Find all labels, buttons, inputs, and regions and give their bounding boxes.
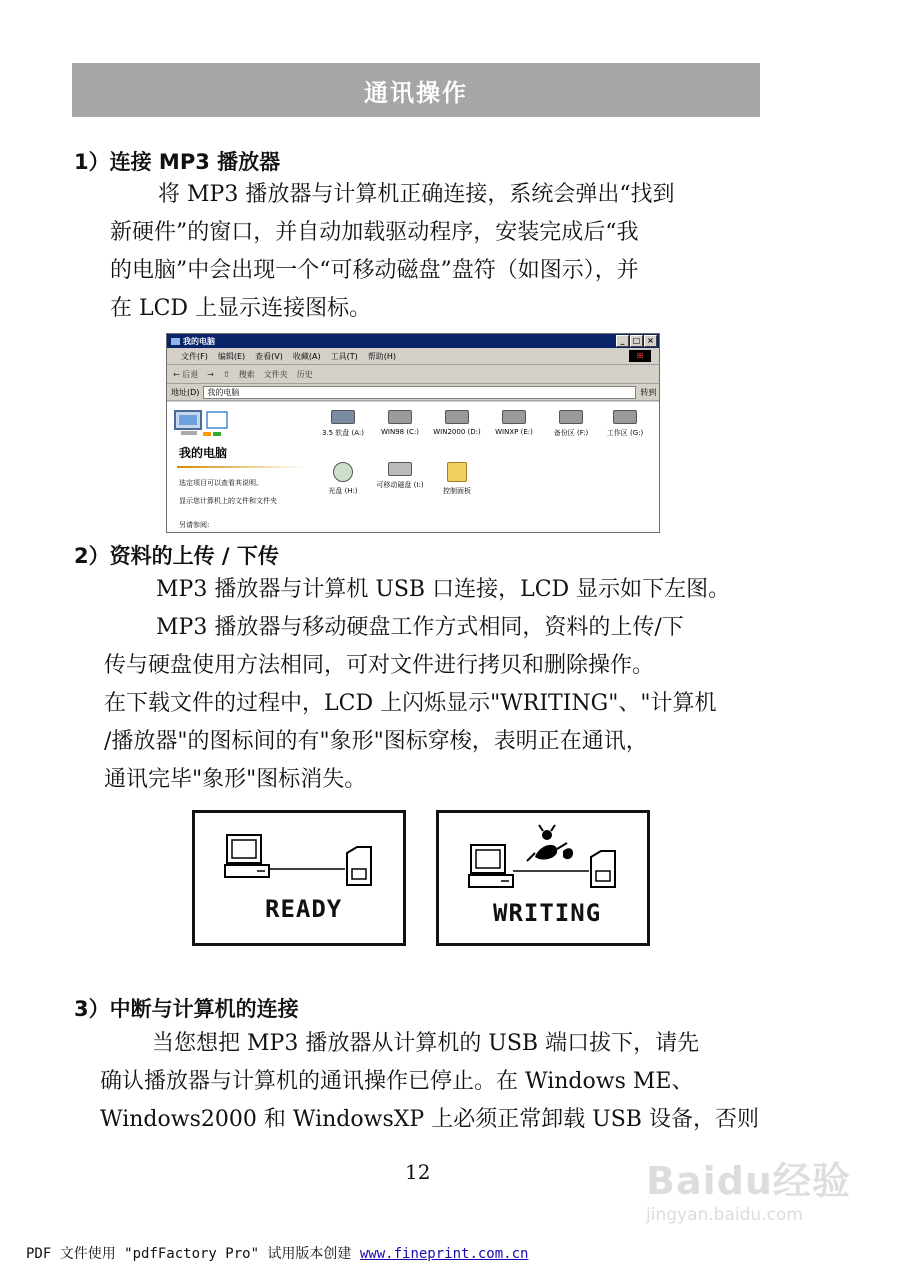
drive-f[interactable] — [543, 410, 599, 438]
paragraph-line: 将 MP3 播放器与计算机正确连接，系统会弹出“找到 — [158, 182, 675, 207]
drive-label: WIN2000 (D:) — [433, 428, 481, 436]
section3-paragraph-cont — [100, 1063, 759, 1139]
drive-g[interactable] — [597, 410, 653, 438]
paragraph-line: Windows2000 和 WindowsXP 上必须正常卸载 USB 设备，否则 — [100, 1107, 759, 1132]
drive-label: 工作区 (G:) — [606, 429, 644, 437]
drive-e[interactable] — [486, 410, 542, 436]
section2-paragraph-cont — [104, 647, 717, 799]
left-pane-text: 另请参阅: — [179, 521, 210, 529]
drive-c[interactable] — [372, 410, 428, 436]
section1-paragraph — [158, 176, 675, 214]
cd-drive-icon — [333, 462, 353, 482]
watermark-url: jingyan.baidu.com — [646, 1205, 803, 1225]
floppy-drive-icon — [331, 410, 355, 424]
history-button[interactable]: 历史 — [296, 369, 313, 379]
ready-lcd-figure — [192, 810, 406, 946]
footer-link[interactable]: www.fineprint.com.cn — [359, 1246, 529, 1262]
section1-heading: 1）连接 MP3 播放器 — [74, 150, 281, 174]
address-input[interactable] — [203, 386, 636, 399]
section-banner — [72, 63, 760, 117]
paragraph-line: MP3 播放器与移动硬盘工作方式相同，资料的上传/下 — [156, 615, 684, 640]
left-pane-title: 我的电脑 — [179, 446, 228, 460]
hard-drive-icon — [613, 410, 637, 424]
paragraph-line: 的电脑”中会出现一个“可移动磁盘”盘符（如图示），并 — [110, 258, 639, 283]
drive-label: 可移动磁盘 (I:) — [376, 481, 424, 489]
paragraph-line: 在下载文件的过程中，LCD 上闪烁显示"WRITING"、"计算机 — [104, 691, 717, 716]
section1-paragraph-cont — [110, 214, 639, 328]
paragraph-line: 传与硬盘使用方法相同，可对文件进行拷贝和删除操作。 — [104, 653, 655, 678]
section3-paragraph — [152, 1025, 699, 1063]
menu-favorites[interactable]: 收藏(A) — [292, 351, 321, 361]
banner-title: 通讯操作 — [364, 78, 468, 107]
drive-label: 备份区 (F:) — [553, 429, 589, 437]
address-value: 我的电脑 — [207, 387, 240, 397]
forward-button[interactable]: → — [207, 369, 214, 379]
paragraph-line: 新硬件”的窗口，并自动加载驱动程序，安装完成后“我 — [110, 220, 639, 245]
section3-heading: 3）中断与计算机的连接 — [74, 997, 299, 1021]
drive-d[interactable] — [429, 410, 485, 436]
baidu-logo: Baidu经验 — [646, 1159, 851, 1203]
removable-disk-icon — [388, 462, 412, 476]
drive-floppy[interactable] — [315, 410, 371, 438]
drive-removable[interactable] — [372, 462, 428, 490]
menu-view[interactable]: 查看(V) — [255, 351, 283, 361]
back-button[interactable]: ← 后退 — [173, 369, 199, 379]
address-bar — [167, 384, 659, 401]
my-computer-window — [166, 333, 660, 533]
drive-label: WINXP (E:) — [495, 428, 533, 436]
menu-bar — [167, 348, 659, 365]
paragraph-line: /播放器"的图标间的有"象形"图标穿梭，表明正在通讯， — [104, 729, 648, 754]
menu-tools[interactable]: 工具(T) — [330, 351, 358, 361]
drive-label: WIN98 (C:) — [380, 428, 420, 436]
hard-drive-icon — [559, 410, 583, 424]
drive-label: 光盘 (H:) — [328, 487, 358, 495]
close-button[interactable]: × — [644, 335, 657, 347]
left-pane — [173, 408, 305, 532]
drive-cdrom[interactable] — [315, 462, 371, 496]
toolbar — [167, 365, 659, 384]
hard-drive-icon — [445, 410, 469, 424]
hard-drive-icon — [502, 410, 526, 424]
left-pane-text: 选定项目可以查看其说明。 — [179, 479, 263, 487]
footer-text: PDF 文件使用 "pdfFactory Pro" 试用版本创建 — [26, 1246, 360, 1262]
computer-icon — [171, 338, 180, 345]
window-titlebar — [167, 334, 659, 348]
writing-lcd-figure — [436, 810, 650, 946]
hard-drive-icon — [388, 410, 412, 424]
maximize-button[interactable]: □ — [630, 335, 643, 347]
minimize-button[interactable]: _ — [616, 335, 629, 347]
page-number: 12 — [405, 1160, 431, 1184]
menu-file[interactable]: 文件(F) — [181, 351, 208, 361]
address-label: 地址(D) — [171, 387, 200, 397]
go-button[interactable]: 转到 — [640, 387, 657, 397]
pc-to-player-icon — [195, 813, 403, 943]
windows-logo-icon: ⊞ — [629, 350, 651, 362]
search-button[interactable]: 搜索 — [238, 369, 255, 379]
window-content — [167, 402, 659, 532]
ready-label: READY — [265, 895, 343, 923]
paragraph-line: MP3 播放器与计算机 USB 口连接，LCD 显示如下左图。 — [156, 577, 731, 602]
control-panel-icon — [447, 462, 467, 482]
baidu-watermark — [646, 1150, 851, 1225]
computer-banner-icon — [173, 408, 233, 440]
left-pane-text: 显示您计算机上的文件和文件夹 — [179, 497, 277, 505]
folders-button[interactable]: 文件夹 — [263, 369, 288, 379]
control-panel[interactable] — [429, 462, 485, 496]
shuttle-figure-icon — [527, 825, 573, 861]
section2-heading: 2）资料的上传 / 下传 — [74, 544, 279, 568]
writing-label: WRITING — [493, 899, 602, 927]
pdf-footer — [26, 1243, 528, 1263]
paragraph-line: 当您想把 MP3 播放器从计算机的 USB 端口拔下，请先 — [152, 1031, 700, 1056]
window-title: 我的电脑 — [183, 336, 215, 346]
divider — [177, 466, 305, 468]
paragraph-line: 通讯完毕"象形"图标消失。 — [104, 767, 367, 792]
paragraph-line: 确认播放器与计算机的通讯操作已停止。在 Windows ME、 — [100, 1069, 694, 1094]
menu-help[interactable]: 帮助(H) — [367, 351, 396, 361]
drive-label: 控制面板 — [443, 487, 471, 495]
drive-label: 3.5 软盘 (A:) — [321, 429, 365, 437]
paragraph-line: 在 LCD 上显示连接图标。 — [110, 296, 372, 321]
section2-paragraph — [156, 571, 730, 647]
menu-edit[interactable]: 编辑(E) — [217, 351, 246, 361]
up-button[interactable]: ⇧ — [222, 369, 230, 379]
